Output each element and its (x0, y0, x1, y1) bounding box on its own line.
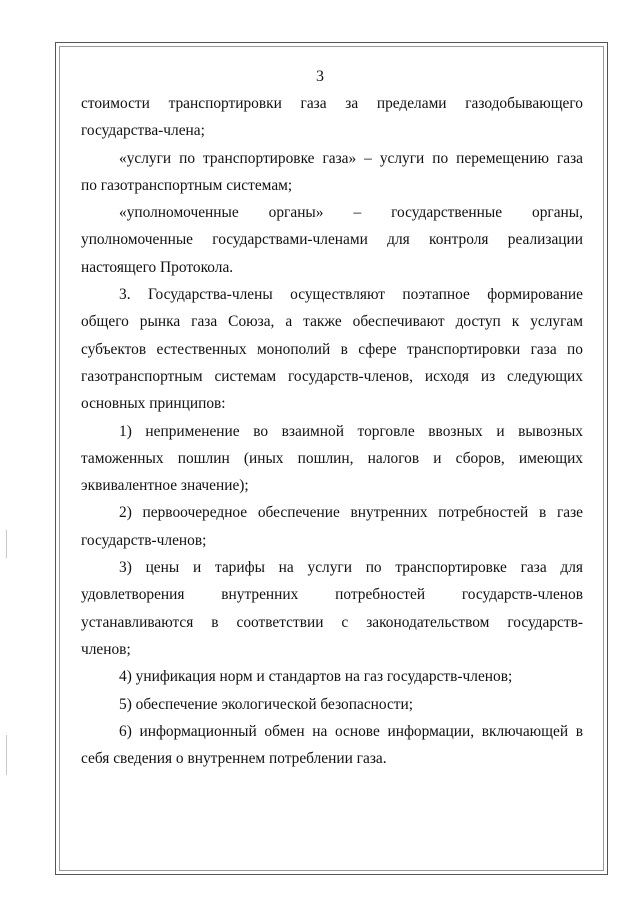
body-line: уполномоченные государствами-членами для контроля реализации (81, 231, 583, 249)
body-line: 1) неприменение во взаимной торговле ввозных и вывозных (119, 422, 583, 440)
body-line: государств-членов; (81, 531, 207, 549)
body-line: 5) обеспечение экологической безопасности; (119, 695, 414, 713)
body-line: общего рынка газа Союза, а также обеспечивают доступ к услугам (81, 313, 583, 331)
body-line: 6) информационный обмен на основе информации, включающей в (119, 722, 583, 740)
scan-artifact (6, 735, 7, 775)
body-line: «уполномоченные органы» – государственные органы, (119, 204, 583, 222)
body-line: государства-члена; (81, 122, 205, 140)
body-line: «услуги по транспортировке газа» – услуги по перемещению газа (119, 149, 583, 167)
body-line: субъектов естественных монополий в сфере транспортировки газа по (81, 340, 583, 358)
body-line: устанавливаются в соответствии с законодательством государств- (81, 613, 583, 631)
body-line: газотранспортным системам государств-членов, исходя из следующих (81, 367, 583, 385)
body-line: стоимости транспортировки газа за пределами газодобывающего (81, 95, 583, 112)
body-line: членов; (81, 640, 131, 658)
page-number: 3 (316, 68, 324, 85)
body-line: настоящего Протокола. (81, 258, 234, 276)
body-line: по газотранспортным системам; (81, 176, 293, 194)
scan-artifact (6, 530, 7, 558)
body-line: 4) унификация норм и стандартов на газ государств-членов; (119, 668, 513, 686)
body-line: удовлетворения внутренних потребностей государств-членов (81, 586, 583, 604)
body-line: себя сведения о внутреннем потреблении газа. (81, 750, 387, 768)
body-line: таможенных пошлин (иных пошлин, налогов и сборов, имеющих (81, 449, 583, 467)
body-line: 2) первоочередное обеспечение внутренних потребностей в газе (119, 504, 583, 522)
document-body (81, 90, 583, 772)
body-line: основных принципов: (81, 395, 226, 413)
body-line: 3. Государства-члены осуществляют поэтапное формирование (119, 286, 583, 304)
body-line: эквивалентное значение); (81, 477, 249, 495)
body-line: 3) цены и тарифы на услуги по транспортировке газа для (119, 559, 583, 577)
